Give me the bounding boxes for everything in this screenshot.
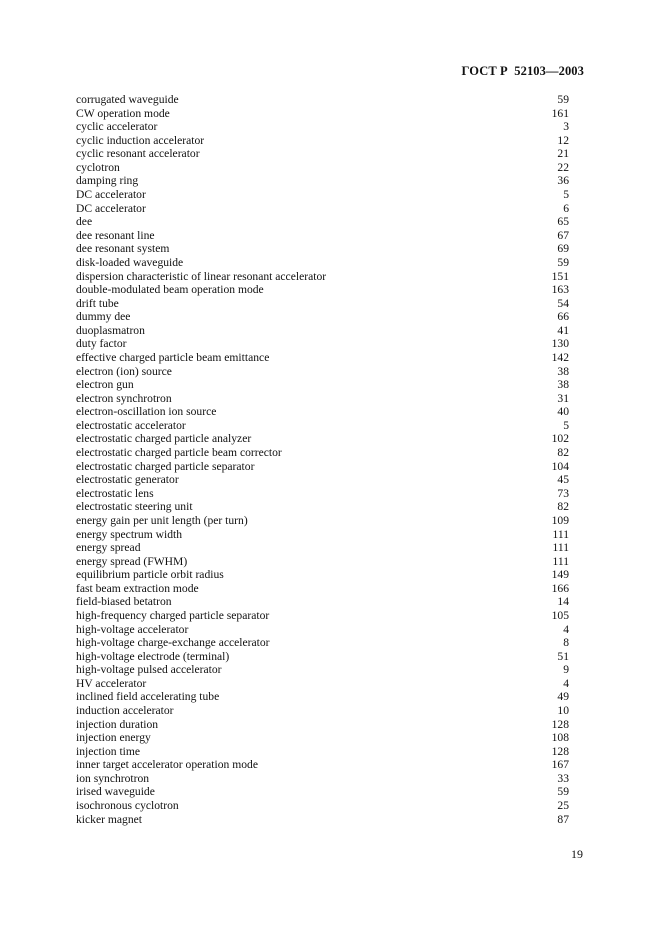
index-term: energy spectrum width	[76, 527, 183, 541]
index-entry	[76, 772, 569, 786]
index-term: electrostatic lens	[76, 486, 154, 500]
index-page-ref: 111	[552, 527, 569, 541]
index-term: DC accelerator	[76, 201, 146, 215]
index-entry	[76, 270, 569, 284]
index-term: HV accelerator	[76, 676, 147, 690]
index-page-ref: 111	[552, 554, 569, 568]
index-term: energy spread (FWHM)	[76, 554, 188, 568]
index-term: electron synchrotron	[76, 391, 172, 405]
index-entry	[76, 432, 569, 446]
index-entry	[76, 582, 569, 596]
index-entry	[76, 134, 569, 148]
index-entry	[76, 528, 569, 542]
index-page-ref: 108	[551, 731, 569, 745]
index-term: electron-oscillation ion source	[76, 405, 217, 419]
index-page-ref: 130	[551, 337, 569, 351]
index-term: induction accelerator	[76, 704, 174, 718]
index-page-ref: 67	[557, 228, 569, 242]
index-term: dee resonant system	[76, 242, 170, 256]
index-term: ion synchrotron	[76, 771, 150, 785]
index-term: cyclic induction accelerator	[76, 133, 205, 147]
index-term: electron gun	[76, 378, 134, 392]
index-page-ref: 65	[557, 215, 569, 229]
index-page-ref: 40	[557, 405, 569, 419]
index-page-ref: 4	[563, 676, 569, 690]
index-entry	[76, 351, 569, 365]
index-entry	[76, 500, 569, 514]
index-term: energy gain per unit length (per turn)	[76, 513, 248, 527]
index-entry	[76, 636, 569, 650]
index-page-ref: 51	[557, 649, 569, 663]
index-entry	[76, 242, 569, 256]
index-entry	[76, 446, 569, 460]
index-page-ref: 82	[557, 446, 569, 460]
index-term: electrostatic charged particle beam corrector	[76, 446, 282, 460]
index-term: effective charged particle beam emittance	[76, 350, 270, 364]
index-term: electrostatic charged particle separator	[76, 459, 255, 473]
index-term: electrostatic accelerator	[76, 418, 186, 432]
index-term: high-voltage charge-exchange accelerator	[76, 636, 270, 650]
index-entry	[76, 718, 569, 732]
index-term: injection duration	[76, 717, 159, 731]
index-entry	[76, 460, 569, 474]
index-entry	[76, 365, 569, 379]
index-entry	[76, 419, 569, 433]
index-term: injection time	[76, 744, 141, 758]
index-page-ref: 41	[557, 323, 569, 337]
index-page-ref: 59	[557, 785, 569, 799]
index-term: dee	[76, 215, 93, 229]
index-page-ref: 49	[557, 690, 569, 704]
index-term: irised waveguide	[76, 785, 155, 799]
index-term: high-voltage accelerator	[76, 622, 189, 636]
index-page-ref: 45	[557, 473, 569, 487]
index-entry	[76, 147, 569, 161]
index-entry	[76, 677, 569, 691]
index-term: double-modulated beam operation mode	[76, 283, 264, 297]
index-page-ref: 22	[557, 160, 569, 174]
index-page-ref: 69	[557, 242, 569, 256]
index-term: duoplasmatron	[76, 323, 145, 337]
index-page-ref: 59	[557, 93, 569, 106]
index-term: dee resonant line	[76, 228, 155, 242]
index-page-ref: 21	[557, 147, 569, 161]
index-entry	[76, 487, 569, 501]
page-number: 19	[571, 847, 583, 861]
index-page-ref: 105	[551, 608, 569, 622]
index-page-ref: 104	[551, 459, 569, 473]
index-entry	[76, 473, 569, 487]
index-term: high-voltage electrode (terminal)	[76, 649, 230, 663]
document-header: ГОСТ Р 52103—2003	[461, 64, 584, 78]
index-term: kicker magnet	[76, 812, 142, 826]
index-term: equilibrium particle orbit radius	[76, 568, 224, 582]
index-term: disk-loaded waveguide	[76, 255, 184, 269]
index-page-ref: 82	[557, 500, 569, 514]
index-term: electron (ion) source	[76, 364, 172, 378]
index-entry	[76, 188, 569, 202]
index-entry	[76, 785, 569, 799]
index-list	[76, 93, 569, 826]
index-page-ref: 73	[557, 486, 569, 500]
index-entry	[76, 202, 569, 216]
index-page-ref: 102	[551, 432, 569, 446]
index-term: dispersion characteristic of linear resonant accelerator	[76, 269, 327, 283]
index-entry	[76, 731, 569, 745]
index-page-ref: 6	[563, 201, 569, 215]
index-page-ref: 36	[557, 174, 569, 188]
index-entry	[76, 609, 569, 623]
index-term: cyclic accelerator	[76, 120, 158, 134]
index-entry	[76, 650, 569, 664]
index-term: isochronous cyclotron	[76, 799, 179, 813]
index-page-ref: 109	[551, 513, 569, 527]
index-page-ref: 161	[551, 106, 569, 120]
index-term: injection energy	[76, 731, 151, 745]
index-entry	[76, 256, 569, 270]
index-page-ref: 66	[557, 310, 569, 324]
index-page-ref: 167	[551, 758, 569, 772]
index-page-ref: 166	[551, 581, 569, 595]
index-page-ref: 151	[551, 269, 569, 283]
index-page-ref: 38	[557, 364, 569, 378]
index-page-ref: 25	[557, 799, 569, 813]
index-term: electrostatic charged particle analyzer	[76, 432, 252, 446]
index-entry	[76, 229, 569, 243]
index-entry	[76, 704, 569, 718]
index-term: corrugated waveguide	[76, 93, 179, 106]
index-page-ref: 12	[557, 133, 569, 147]
index-page-ref: 128	[551, 717, 569, 731]
index-entry	[76, 324, 569, 338]
index-term: energy spread	[76, 541, 141, 555]
index-page-ref: 149	[551, 568, 569, 582]
index-page-ref: 142	[551, 350, 569, 364]
index-entry	[76, 690, 569, 704]
index-term: duty factor	[76, 337, 127, 351]
index-entry	[76, 663, 569, 677]
index-entry	[76, 595, 569, 609]
index-term: inner target accelerator operation mode	[76, 758, 258, 772]
index-entry	[76, 378, 569, 392]
index-term: inclined field accelerating tube	[76, 690, 220, 704]
index-entry	[76, 337, 569, 351]
index-term: cyclotron	[76, 160, 120, 174]
index-term: dummy dee	[76, 310, 131, 324]
index-term: high-voltage pulsed accelerator	[76, 663, 222, 677]
index-entry	[76, 758, 569, 772]
index-term: CW operation mode	[76, 106, 170, 120]
index-entry	[76, 813, 569, 827]
index-term: field-biased betatron	[76, 595, 172, 609]
index-entry	[76, 541, 569, 555]
index-page-ref: 38	[557, 378, 569, 392]
index-term: high-frequency charged particle separator	[76, 608, 270, 622]
index-entry	[76, 555, 569, 569]
index-term: damping ring	[76, 174, 139, 188]
index-entry	[76, 310, 569, 324]
index-page-ref: 54	[557, 296, 569, 310]
index-entry	[76, 297, 569, 311]
index-entry	[76, 107, 569, 121]
index-term: DC accelerator	[76, 188, 146, 202]
index-term: drift tube	[76, 296, 119, 310]
index-entry	[76, 120, 569, 134]
index-page-ref: 10	[557, 704, 569, 718]
index-term: electrostatic generator	[76, 473, 179, 487]
index-entry	[76, 93, 569, 107]
index-page-ref: 163	[551, 283, 569, 297]
index-term: electrostatic steering unit	[76, 500, 193, 514]
index-term: cyclic resonant accelerator	[76, 147, 200, 161]
index-page-ref: 59	[557, 255, 569, 269]
index-entry	[76, 623, 569, 637]
index-entry	[76, 514, 569, 528]
index-entry	[76, 405, 569, 419]
index-page-ref: 14	[557, 595, 569, 609]
index-entry	[76, 392, 569, 406]
index-entry	[76, 161, 569, 175]
index-page-ref: 4	[563, 622, 569, 636]
index-entry	[76, 799, 569, 813]
index-page-ref: 111	[552, 541, 569, 555]
index-entry	[76, 215, 569, 229]
index-entry	[76, 568, 569, 582]
index-page-ref: 31	[557, 391, 569, 405]
index-entry	[76, 745, 569, 759]
index-page-ref: 8	[563, 636, 569, 650]
index-page-ref: 128	[551, 744, 569, 758]
index-page-ref: 33	[557, 771, 569, 785]
index-term: fast beam extraction mode	[76, 581, 199, 595]
index-page-ref: 3	[563, 120, 569, 134]
index-entry	[76, 283, 569, 297]
index-entry	[76, 174, 569, 188]
index-page-ref: 5	[563, 188, 569, 202]
index-page-ref: 5	[563, 418, 569, 432]
index-page-ref: 9	[563, 663, 569, 677]
index-page-ref: 87	[557, 812, 569, 826]
